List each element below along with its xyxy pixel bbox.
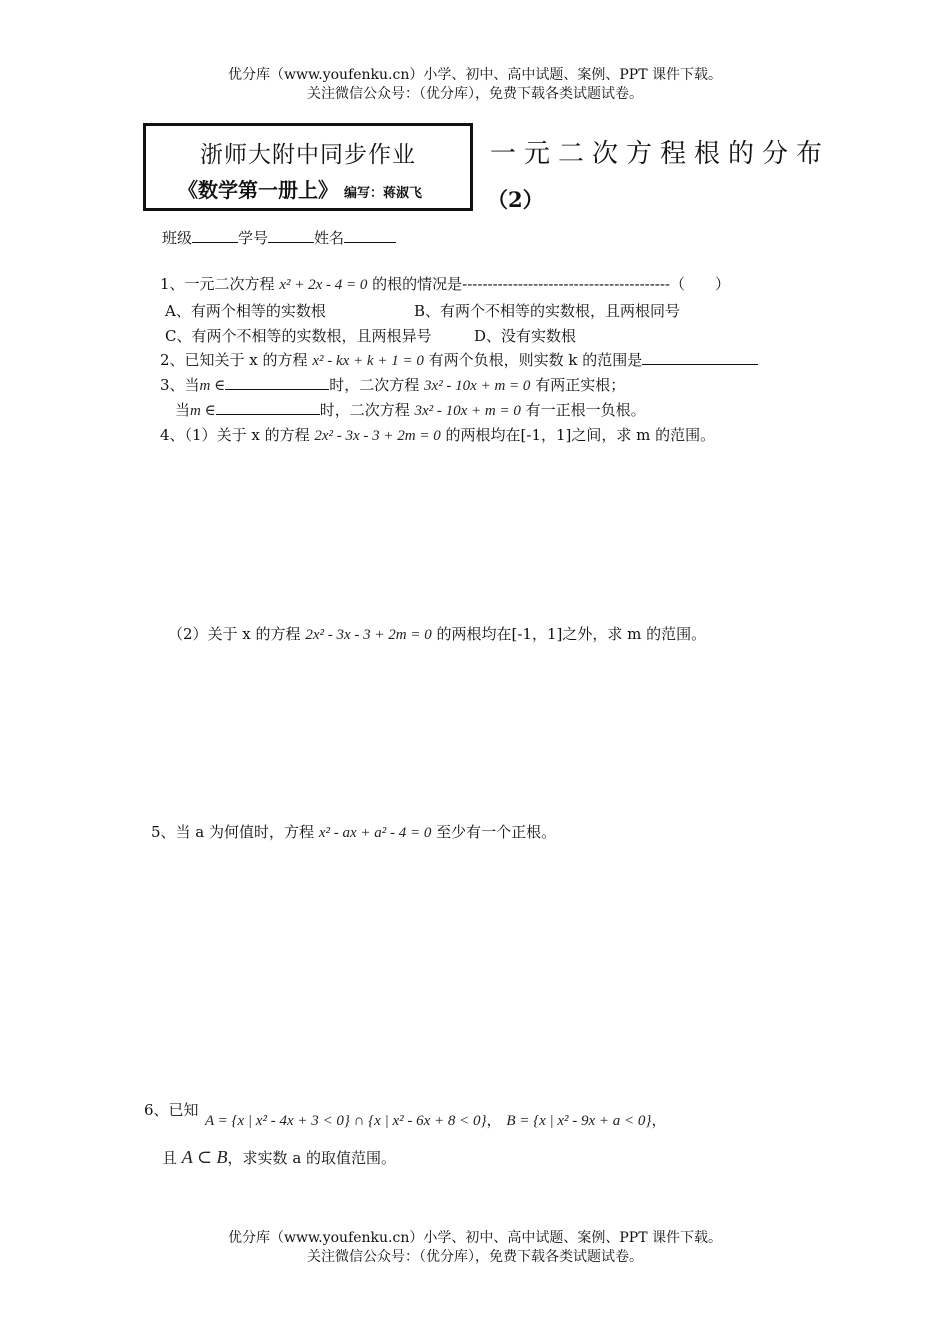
header-line-2: 关注微信公众号：（优分库），免费下载各类试题试卷。: [307, 86, 643, 102]
id-label: 学号: [238, 229, 269, 247]
q3-prefix: 3、当: [160, 376, 200, 394]
question-4-part-2: [168, 624, 706, 645]
q6-line2-prefix: 且: [162, 1149, 178, 1167]
q3-suffix-2: 有一正根一负根。: [525, 401, 646, 419]
question-6-line-2: [162, 1147, 396, 1168]
q1-suffix: 的根的情况是-----------------------------------------（ ）: [372, 275, 730, 293]
editor: 编写：蒋淑飞: [344, 186, 423, 201]
q3-var-1: m ∈: [199, 378, 226, 394]
q3-var-2: m ∈: [190, 403, 216, 419]
question-4-part-1: [160, 425, 715, 446]
q4-2-suffix: 的两根均在[-1，1]之外，求 m 的范围。: [436, 625, 707, 643]
q2-equation: x² - kx + k + 1 = 0: [312, 353, 424, 369]
q4-1-prefix: 4、（1）关于 x 的方程: [160, 426, 310, 444]
q2-prefix: 2、已知关于 x 的方程: [160, 351, 308, 369]
q1-option-c: C、有两个不相等的实数根，且两根异号: [165, 327, 432, 345]
q2-blank[interactable]: [642, 350, 758, 365]
footer-line-1: 优分库（www.youfenku.cn）小学、初中、高中试题、案例、PPT 课件下载。: [227, 1230, 722, 1246]
q1-equation: x² + 2x - 4 = 0: [279, 277, 368, 293]
class-blank[interactable]: [192, 228, 238, 243]
q4-1-suffix: 的两根均在[-1，1]之间，求 m 的范围。: [445, 426, 716, 444]
question-2: [160, 350, 758, 371]
q3-mid-2: 时，二次方程: [319, 401, 410, 419]
q5-prefix: 5、当 a 为何值时，方程: [151, 823, 315, 841]
q3-blank-2[interactable]: [216, 400, 320, 415]
q3-equation-1: 3x² - 10x + m = 0: [424, 378, 531, 394]
id-blank[interactable]: [268, 228, 314, 243]
page-title: 一元二次方程根的分布: [490, 139, 831, 169]
q6-set-a: A = {x | x² - 4x + 3 < 0} ∩ {x | x² - 6x + 8 < 0}: [205, 1113, 487, 1129]
q1-option-b: B、有两个不相等的实数根，且两根同号: [414, 302, 681, 320]
q4-2-prefix: （2）关于 x 的方程: [168, 625, 301, 643]
q2-suffix: 有两个负根，则实数 k 的范围是: [428, 351, 643, 369]
q3-blank-1[interactable]: [225, 375, 329, 390]
q6-condition: A ⊂ B: [181, 1147, 228, 1167]
q6-set-b: B = {x | x² - 9x + a < 0}: [506, 1113, 652, 1129]
page-title-number: （2）: [487, 187, 544, 212]
footer-line-2: 关注微信公众号：（优分库），免费下载各类试题试卷。: [307, 1249, 643, 1265]
q1-option-d: D、没有实数根: [474, 327, 577, 345]
question-6-sets: [205, 1110, 666, 1131]
question-3-line-1: [160, 375, 625, 396]
q1-option-a: A、有两个相等的实数根: [165, 302, 326, 320]
q3-suffix-1: 有两正实根；: [535, 376, 626, 394]
q3-prefix-2: 当: [175, 401, 191, 419]
box-subtitle: [178, 174, 422, 203]
header-line-1: 优分库（www.youfenku.cn）小学、初中、高中试题、案例、PPT 课件下载。: [227, 67, 722, 83]
q6-comma-2: ，: [651, 1111, 667, 1129]
q3-mid-1: 时，二次方程: [329, 376, 420, 394]
q3-equation-2: 3x² - 10x + m = 0: [414, 403, 521, 419]
q1-prefix: 1、一元二次方程: [160, 275, 275, 293]
question-6-prefix: 6、已知: [144, 1101, 199, 1119]
name-label: 姓名: [314, 229, 345, 247]
box-title: 浙师大附中同步作业: [200, 142, 416, 168]
question-1: [160, 274, 730, 295]
question-3-line-2: [175, 400, 646, 421]
q5-equation: x² - ax + a² - 4 = 0: [318, 825, 432, 841]
name-blank[interactable]: [344, 228, 396, 243]
book-name: 《数学第一册上》: [178, 178, 338, 202]
q4-1-equation: 2x² - 3x - 3 + 2m = 0: [314, 428, 441, 444]
title-box: [143, 123, 473, 211]
class-label: 班级: [162, 229, 193, 247]
q4-2-equation: 2x² - 3x - 3 + 2m = 0: [305, 627, 432, 643]
q6-line2-suffix: ，求实数 a 的取值范围。: [227, 1149, 397, 1167]
student-info: [162, 228, 396, 248]
q6-comma-1: ，: [486, 1111, 502, 1129]
question-5: [151, 822, 556, 843]
q5-suffix: 至少有一个正根。: [436, 823, 557, 841]
